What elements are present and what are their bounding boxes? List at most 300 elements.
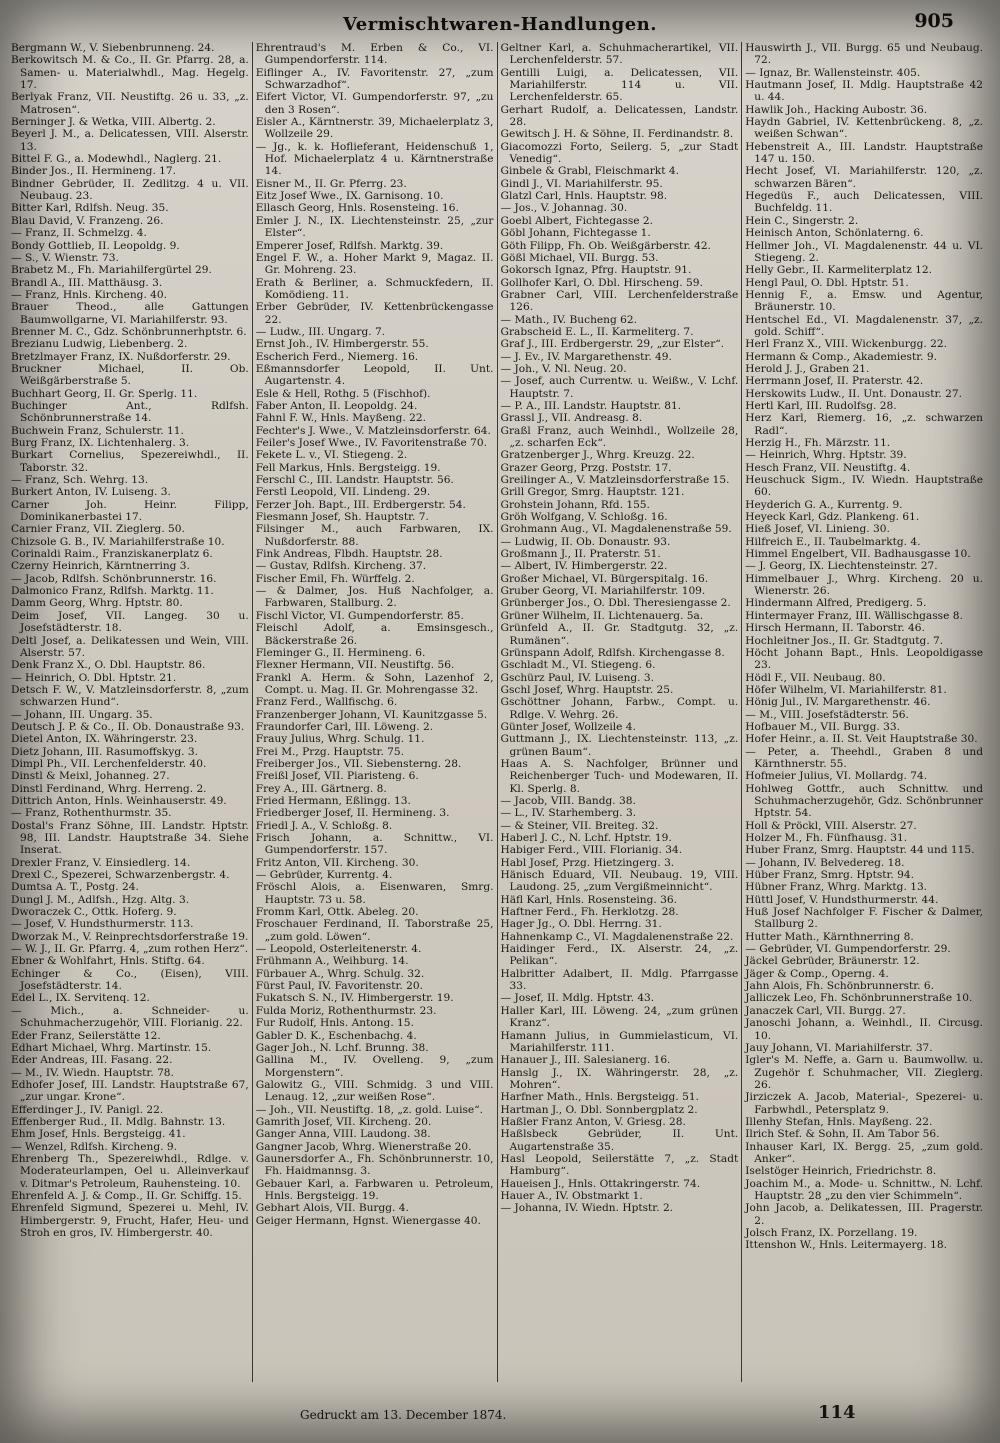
directory-entry: Greilinger A., V. Matzleinsdorferstraße 15. [500, 474, 730, 487]
directory-entry: Ehrenberg Th., Spezereiwhdl., Rdlge. v. Moderateurlampen, Oel u. Alleinverkauf v. Ditmar's Petroleum, Rauhensteing. 10. [11, 1152, 249, 1190]
directory-entry: Gabler D. K., Eschenbachg. 4. [255, 1029, 417, 1042]
directory-entry: Hönig Jul., IV. Margarethenstr. 46. [745, 696, 931, 709]
directory-entry: — W. J., II. Gr. Pfarrg. 4, „zum rothen Herz“. [11, 943, 249, 956]
directory-entry: Bondy Gottlieb, II. Leopoldg. 9. [11, 239, 180, 252]
directory-entry: Eiflinger A., IV. Favoritenstr. 27, „zum Schwarzadhof“. [255, 66, 494, 92]
directory-entry: — L., IV. Starhemberg. 3. [500, 807, 637, 820]
directory-entry: — Joh., VII. Neustiftg. 18, „z. gold. Luise“. [255, 1103, 483, 1116]
directory-entry: Hauswirth J., VII. Burgg. 65 und Neubaug. 72. [745, 42, 983, 67]
directory-entry: Bitter Karl, Rdlfsh. Neug. 35. [11, 202, 169, 215]
directory-entry: — Jacob, VIII. Bandg. 38. [500, 794, 636, 807]
directory-entry: — Josef, II. Mdlg. Hptstr. 43. [500, 992, 655, 1005]
directory-entry: Friedl J. A., V. Schloßg. 8. [255, 819, 393, 832]
directory-entry: Fromm Karl, Ottk. Abeleg. 20. [255, 906, 419, 919]
directory-entry: Dalmonico Franz, Rdlfsh. Marktg. 11. [11, 585, 214, 598]
directory-entry: Fleischl Adolf, a. Emsinsgesch., Bäckerstraße 26. [255, 622, 494, 647]
directory-entry: Hengl Paul, O. Dbl. Hptstr. 51. [745, 276, 909, 289]
directory-entry: Hänisch Eduard, VII. Neubaug. 19, VIII. Laudong. 25, „zum Vergißmeinnicht“. [500, 869, 739, 894]
directory-entry: Hamann Julius, in Gummielasticum, VI. Mariahilferstr. 111. [500, 1029, 739, 1054]
directory-entry: Hieß Josef, VI. Linieng. 30. [745, 523, 890, 536]
directory-entry: Dworaczek C., Ottk. Hoferg. 9. [11, 906, 177, 919]
directory-entry: Herskowits Ludw., II. Unt. Donaustr. 27. [745, 387, 962, 400]
directory-entry: Hein C., Singerstr. 2. [745, 214, 859, 227]
directory-entry: Dittrich Anton, Hnls. Weinhauserstr. 49. [11, 794, 227, 807]
directory-entry: Damm Georg, Whrg. Hptstr. 80. [11, 597, 183, 610]
directory-entry: Ferstl Leopold, VII. Lindeng. 29. [255, 486, 431, 499]
directory-entry: Jalliczek Leo, Fh. Schönbrunnerstraße 10. [745, 992, 973, 1005]
directory-entry: Hecht Josef, VI. Mariahilferstr. 120, „z. schwarzen Bären“. [745, 165, 983, 190]
directory-entry: Höcht Johann Bapt., Hnls. Leopoldigasse 23. [745, 646, 983, 672]
directory-entry: Ferzer Joh. Bapt., III. Erdbergerstr. 54. [255, 498, 466, 511]
directory-entry: — Wenzel, Rdlfsh. Kircheng. 9. [11, 1140, 177, 1153]
directory-entry: — & Steiner, VII. Breiteg. 32. [500, 819, 659, 832]
directory-entry: — Franz, Sch. Wehrg. 13. [11, 474, 149, 487]
directory-entry: Edhart Michael, Whrg. Martinstr. 15. [11, 1041, 212, 1054]
directory-entry: Emperer Josef, Rdlfsh. Marktg. 39. [255, 239, 444, 252]
directory-entry: Grünfeld A., II. Gr. Stadtgutg. 32, „z. Rumänen“. [500, 622, 739, 647]
directory-entry: Ernst Joh., IV. Himbergerstr. 55. [255, 338, 429, 351]
directory-entry: Czerny Heinrich, Kärntnerring 3. [11, 560, 190, 573]
directory-entry: Dworzak M., V. Reinprechtsdorferstraße 19. [11, 930, 249, 943]
directory-entry: Frühmann A., Weihburg. 14. [255, 955, 409, 968]
directory-entry: — Franz, Rothenthurmstr. 35. [11, 807, 172, 820]
directory-entry: Deltl Josef, a. Delikatessen und Wein, VIII. Alserstr. 57. [11, 634, 249, 659]
directory-entry: Grazer Georg, Przg. Poststr. 17. [500, 461, 672, 474]
directory-entry: Gruber Georg, VI. Mariahilferstr. 109. [500, 585, 706, 598]
directory-entry: Hilfreich E., II. Taubelmarktg. 4. [745, 535, 921, 548]
directory-entry: Heinisch Anton, Schönlaterng. 6. [745, 227, 924, 240]
directory-entry: — Johanna, IV. Wiedn. Hptstr. 2. [500, 1202, 674, 1215]
directory-entry: Frei M., Przg. Hauptstr. 75. [255, 745, 405, 758]
directory-entry: Effenberger Rud., II. Mdlg. Bahnstr. 13. [11, 1115, 226, 1128]
directory-entry: Iselstöger Heinrich, Friedrichstr. 8. [745, 1165, 937, 1178]
directory-entry: Günter Josef, Wollzeile 4. [500, 720, 636, 733]
directory-entry: — Johann, IV. Belvedereg. 18. [745, 856, 905, 869]
directory-entry: Dimpl Ph., VII. Lerchenfelderstr. 40. [11, 757, 207, 770]
directory-entry: John Jacob, a. Delikatessen, III. Pragerstr. 2. [745, 1202, 983, 1227]
directory-entry: — Ignaz, Br. Wallensteinstr. 405. [745, 66, 921, 79]
directory-entry: Gokorsch Ignaz, Pfrg. Hauptstr. 91. [500, 264, 692, 277]
directory-entry: Dinstl Ferdinand, Whrg. Herreng. 2. [11, 782, 207, 795]
directory-entry: — Leopold, Osterleitenerstr. 4. [255, 943, 422, 956]
directory-entry: — S., V. Wienstr. 73. [11, 251, 119, 264]
directory-entry: Häfl Karl, Hnls. Rosensteing. 36. [500, 893, 677, 906]
directory-entry: Hirsch Hermann, II. Taborstr. 46. [745, 622, 925, 635]
directory-entry: Jolsch Franz, IX. Porzellang. 19. [745, 1227, 918, 1239]
directory-entry: Hautmann Josef, II. Mdlg. Hauptstraße 42 u. 44. [745, 79, 983, 104]
directory-entry: Hertl Karl, III. Rudolfsg. 28. [745, 399, 897, 412]
directory-entry: Gangner Jacob, Whrg. Wienerstraße 20. [255, 1140, 472, 1153]
directory-entry: Fekete L. v., VI. Stiegeng. 2. [255, 449, 408, 462]
directory-entry: Frankl A. Herm. & Sohn, Lazenhof 2, Compt. u. Mag. II. Gr. Mohrengasse 32. [255, 671, 494, 696]
directory-entry: Herl Franz X., VIII. Wickenburgg. 22. [745, 338, 948, 351]
directory-entry: Franzenberger Johann, VI. Kaunitzgasse 5. [255, 708, 488, 721]
directory-entry: — M., VIII. Josefstädterstr. 56. [745, 708, 909, 721]
directory-entry: Hanslg J., IX. Währingerstr. 28, „z. Mohren“. [500, 1066, 739, 1091]
directory-entry: Emler J. N., IX. Liechtensteinstr. 25, „zur Elster“. [255, 214, 494, 240]
directory-entry: Deutsch J. P. & Co., II. Ob. Donaustraße 93. [11, 720, 245, 733]
directory-entry: Gebauer Karl, a. Farbwaren u. Petroleum, Hnls. Bergsteigg. 19. [255, 1177, 494, 1202]
directory-entry: Habl Josef, Przg. Hietzingerg. 3. [500, 856, 675, 869]
directory-entry: Fröschl Alois, a. Eisenwaren, Smrg. Hauptstr. 73 u. 58. [255, 881, 494, 906]
directory-entry: Grüner Wilhelm, II. Lichtenauerg. 5a. [500, 609, 704, 622]
directory-entry: Engel F. W., a. Hoher Markt 9, Magaz. II. Gr. Mohreng. 23. [255, 251, 494, 277]
directory-entry: Gratzenberger J., Whrg. Kreuzg. 22. [500, 449, 695, 462]
directory-entry: Freißl Josef, VII. Piaristeng. 6. [255, 770, 419, 783]
directory-entry: Janaczek Carl, VII. Burgg. 27. [745, 1004, 906, 1017]
directory-entry: — Gustav, Rdlfsh. Kircheng. 37. [255, 560, 427, 573]
directory-entry: — Heinrich, Whrg. Hptstr. 39. [745, 449, 907, 462]
directory-entry: Hegedüs F., auch Delicatessen, VIII. Buchfeldg. 11. [745, 190, 983, 215]
directory-entry: Fink Andreas, Flbdh. Hauptstr. 28. [255, 548, 443, 561]
directory-entry: Grohstein Johann, Rfd. 155. [500, 498, 650, 511]
directory-entry: Fraundorfer Carl, III. Löweng. 2. [255, 720, 434, 733]
directory-entry: Erath & Berliner, a. Schmuckfedern, II. Komödieng. 11. [255, 276, 494, 301]
directory-entry: Gewitsch J. H. & Söhne, II. Ferdinandstr. 8. [500, 128, 734, 141]
directory-entry: Hüber Franz, Smrg. Hptstr. 94. [745, 869, 914, 882]
directory-entry: Fürbauer A., Whrg. Schulg. 32. [255, 967, 425, 980]
directory-entry: Geiger Hermann, Hgnst. Wienergasse 40. [255, 1214, 481, 1227]
directory-entry: Hartman J., O. Dbl. Sonnbergplatz 2. [500, 1103, 698, 1116]
directory-entry: Corinaldi Raim., Franziskanerplatz 6. [11, 548, 213, 561]
directory-entry: — Franz, II. Schmelzg. 4. [11, 227, 147, 240]
directory-entry: Eifert Victor, VI. Gumpendorferstr. 97, „zu den 3 Rosen“. [255, 91, 494, 116]
directory-entry: Jirziczek A. Jacob, Material-, Spezerei- u. Farbwhdl., Petersplatz 9. [745, 1091, 983, 1116]
directory-entry: Grassl J., VII. Andreasg. 8. [500, 412, 643, 425]
directory-entry: Buchhart Georg, II. Gr. Sperlg. 11. [11, 387, 198, 400]
directory-entry: Ilrich Stef. & Sohn, II. Am Tabor 56. [745, 1128, 940, 1141]
page-number: 905 [914, 10, 954, 32]
directory-entry: Fulda Moriz, Rothenthurmstr. 23. [255, 1004, 437, 1017]
directory-entry: Fahnl F. W., Hnls. Mayßeng. 22. [255, 412, 426, 425]
directory-entry: Holl & Pröckl, VIII. Alserstr. 27. [745, 819, 917, 832]
directory-entry: Grohmann Aug., VI. Magdalenenstraße 59. [500, 523, 732, 536]
directory-entry: Edhofer Josef, III. Landstr. Hauptstraße 67, „zur ungar. Krone“. [11, 1078, 249, 1104]
directory-entry: Gerhart Rudolf, a. Delicatessen, Landstr. 28. [500, 103, 739, 129]
directory-entry: — Franz, Hnls. Kircheng. 40. [11, 288, 168, 301]
directory-entry: Brauer Theod., alle Gattungen Baumwollgarne, VI. Mariahilferstr. 93. [11, 301, 249, 326]
directory-entry: Grünspann Adolf, Rdlfsh. Kirchengasse 8. [500, 646, 725, 659]
directory-entry: Berkowitsch M. & Co., II. Gr. Pfarrg. 28, a. Samen- u. Materialwhdl., Mag. Hegelg. 17. [11, 54, 249, 92]
directory-entry: Haßler Franz Anton, V. Griesg. 28. [500, 1115, 686, 1128]
directory-entry: Jäckel Gebrüder, Bräunerstr. 12. [745, 955, 920, 968]
directory-entry: Hahnenkamp C., VI. Magdalenenstraße 22. [500, 930, 734, 943]
directory-entry: Dungl J. M., Adlfsh., Hzg. Altg. 3. [11, 893, 190, 906]
directory-entry: Dumtsa A. T., Postg. 24. [11, 881, 139, 894]
directory-entry: Herold J. J., Graben 21. [745, 362, 870, 375]
directory-entry: Gentilli Luigi, a. Delicatessen, VII. Mariahilferstr. 114 u. VII. Lerchenfelderstr. 65. [500, 66, 739, 104]
directory-entry: Gager Joh., N. Lchf. Brunng. 38. [255, 1041, 429, 1054]
directory-entry: Brenner M. C., Gdz. Schönbrunnerhptstr. 6. [11, 325, 247, 338]
directory-entry: — Ludwig, II. Ob. Donaustr. 93. [500, 535, 671, 548]
directory-entry: — Peter, a. Theehdl., Graben 8 und Kärnthnerstr. 55. [745, 745, 983, 770]
directory-entry: Burg Franz, IX. Lichtenhalerg. 3. [11, 437, 190, 449]
directory-entry: — J. Ev., IV. Margarethenstr. 49. [500, 350, 672, 363]
directory-entry: Herz Karl, Riemerg. 16, „z. schwarzen Radl“. [745, 412, 983, 437]
directory-entry: Heyderich G. A., Kurrentg. 9. [745, 498, 903, 511]
directory-entry: — & Dalmer, Jos. Huß Nachfolger, a. Farbwaren, Stallburg. 2. [255, 585, 494, 610]
directory-entry: Illenhy Stefan, Hnls. Mayßeng. 22. [745, 1115, 933, 1128]
directory-entry: Ellasch Georg, Hnls. Rosensteing. 16. [255, 202, 459, 215]
directory-entry: Jauy Johann, VI. Mariahilferstr. 37. [745, 1041, 933, 1054]
directory-entry: Bittel F. G., a. Modewhdl., Naglerg. 21. [11, 153, 222, 166]
directory-entry: Gallina M., IV. Ovelleng. 9, „zum Morgenstern“. [255, 1054, 494, 1079]
directory-entry: Hutter Math., Kärnthnerring 8. [745, 930, 914, 943]
directory-entry: Grabscheid E. L., II. Karmeliterg. 7. [500, 325, 694, 338]
directory-entry: Graf J., III. Erdbergerstr. 29, „zur Elster“. [500, 338, 725, 351]
directory-entry: Dietel Anton, IX. Währingerstr. 23. [11, 733, 198, 746]
directory-entry: Brabetz M., Fh. Mariahilfergürtel 29. [11, 264, 212, 277]
directory-entry: Deim Josef, VII. Langeg. 30 u. Josefstädterstr. 18. [11, 609, 249, 635]
directory-entry: Fiesmann Josef, Sh. Hauptstr. 7. [255, 511, 429, 524]
directory-entry: Glatzl Carl, Hnls. Hauptstr. 98. [500, 190, 668, 203]
directory-entry: — Jos., V. Johannag. 30. [500, 202, 628, 215]
column-4 [742, 42, 986, 1382]
directory-entry: Hauer A., IV. Obstmarkt 1. [500, 1189, 643, 1202]
directory-entry: Haas A. S. Nachfolger, Brünner und Reichenberger Tuch- und Modewaren, II. Kl. Sperlg. 8. [500, 757, 739, 795]
directory-entry: Geltner Karl, a. Schuhmacherartikel, VII. Lerchenfelderstr. 57. [500, 42, 739, 67]
directory-entry: Grünberger Jos., O. Dbl. Theresiengasse 2. [500, 597, 731, 610]
directory-entry: Guttmann J., IX. Liechtensteinstr. 113, „z. grünen Baum“. [500, 733, 739, 758]
directory-entry: Faber Anton, II. Leopoldg. 24. [255, 399, 418, 412]
directory-entry: Bindner Gebrüder, II. Zedlitzg. 4 u. VII. Neubaug. 23. [11, 177, 249, 203]
directory-entry: Hofbauer M., VII. Burgg. 33. [745, 720, 900, 733]
directory-entry: Giacomozzi Forto, Seilerg. 5, „zur Stadt Venedig“. [500, 140, 739, 166]
directory-entry: Freiberger Jos., VII. Siebensterng. 28. [255, 757, 462, 770]
sheet-number: 114 [818, 1402, 856, 1423]
directory-entry: — Mich., a. Schneider- u. Schuhmacherzugehör, VIII. Florianig. 22. [11, 1004, 249, 1030]
directory-entry: Gaunersdorfer A., Fh. Schönbrunnerstr. 10, Fh. Haidmannsg. 3. [255, 1152, 494, 1178]
column-1 [8, 42, 253, 1382]
directory-entry: Dietz Johann, III. Rasumoffskyg. 3. [11, 745, 198, 758]
directory-entry: Ehrentraud's M. Erben & Co., VI. Gumpendorferstr. 114. [255, 42, 494, 67]
directory-entry: Fell Markus, Hnls. Bergsteigg. 19. [255, 461, 441, 474]
directory-entry: Fürst Paul, IV. Favoritenstr. 20. [255, 980, 423, 993]
directory-entry: — J. Georg, IX. Liechtensteinstr. 27. [745, 560, 938, 573]
directory-entry: Frauy Julius, Whrg. Schulg. 11. [255, 733, 425, 746]
directory-entry: Jahn Alois, Fh. Schönbrunnerstr. 6. [745, 980, 935, 993]
directory-entry: Göth Filipp, Fh. Ob. Weißgärberstr. 42. [500, 239, 711, 252]
directory-entry: Haftner Ferd., Fh. Herklotzg. 28. [500, 906, 679, 919]
directory-entry: Burkart Cornelius, Spezereiwhdl., II. Taborstr. 32. [11, 449, 249, 474]
directory-entry: Gößl Michael, VII. Burgg. 53. [500, 251, 659, 264]
directory-entry: Hanauer J., III. Salesianerg. 16. [500, 1054, 671, 1067]
directory-entry: Hasl Leopold, Seilerstätte 7, „z. Stadt Hamburg“. [500, 1152, 739, 1178]
directory-entry: Drexler Franz, V. Einsiedlerg. 14. [11, 856, 191, 869]
directory-entry: Froschauer Ferdinand, II. Taborstraße 25, „zum gold. Löwen“. [255, 918, 494, 943]
directory-entry: Holzer M., Fh. Fünfhausg. 31. [745, 832, 908, 844]
directory-entry: — Josef, V. Hundsthurmerstr. 113. [11, 918, 194, 931]
directory-entry: Gindl J., VI. Mariahilferstr. 95. [500, 177, 663, 190]
directory-entry: Hindermann Alfred, Predigerg. 5. [745, 597, 927, 610]
column-3 [498, 42, 743, 1382]
directory-entry: Eisner M., II. Gr. Pferrg. 23. [255, 177, 407, 190]
directory-entry: Dostal's Franz Söhne, III. Landstr. Hptstr. 98, III. Landstr. Hauptstraße 34. Siehe Inserat. [11, 819, 249, 857]
directory-entry: Efferdinger J., IV. Panigl. 22. [11, 1103, 164, 1116]
directory-entry: — Gebrüder, VI. Gumpendorferstr. 29. [745, 943, 951, 956]
directory-entry: Gschladt M., VI. Stiegeng. 6. [500, 659, 656, 672]
directory-entry: Carner Joh. Heinr. Filipp, Dominikanerbastei 17. [11, 498, 249, 524]
directory-entry: Fritz Anton, VII. Kircheng. 30. [255, 856, 419, 869]
directory-entry: Helly Gebr., II. Karmeliterplatz 12. [745, 264, 933, 277]
directory-entry: Hellmer Joh., VI. Magdalenenstr. 44 u. VI. Stiegeng. 2. [745, 239, 983, 264]
directory-entry: Eder Franz, Seilerstätte 12. [11, 1029, 161, 1042]
directory-entry: — Gebrüder, Kurrentg. 4. [255, 869, 393, 882]
directory-entry: Ganger Anna, VIII. Laudong. 38. [255, 1128, 431, 1141]
directory-entry: Inhauser Karl, IX. Bergg. 25, „zum gold. Anker“. [745, 1140, 983, 1165]
directory-entry: Grabner Carl, VIII. Lerchenfelderstraße 126. [500, 288, 739, 314]
directory-entry: Göbl Johann, Fichtegasse 1. [500, 227, 651, 240]
directory-entry: Hüttl Josef, V. Hundsthurmerstr. 44. [745, 893, 939, 906]
directory-entry: Hawlik Joh., Hacking Aubostr. 36. [745, 103, 928, 116]
directory-entry: Berlyak Franz, VII. Neustiftg. 26 u. 33, „z. Matrosen“. [11, 91, 249, 116]
directory-entry: Jäger & Comp., Operng. 4. [745, 967, 889, 980]
directory-entry: Gamrith Josef, VII. Kircheng. 20. [255, 1115, 432, 1128]
directory-entry: Graßl Franz, auch Weinhdl., Wollzeile 28, „z. scharfen Eck“. [500, 424, 739, 449]
directory-entry: Großer Michael, VI. Bürgerspitalg. 16. [500, 572, 709, 585]
directory-entry: Fleminger G., II. Hermineng. 6. [255, 646, 426, 659]
directory-entry: Friedberger Josef, II. Hermineng. 3. [255, 807, 450, 820]
directory-entry: Höfer Wilhelm, VI. Mariahilferstr. 81. [745, 683, 947, 696]
directory-entry: — Johann, III. Ungarg. 35. [11, 708, 153, 721]
directory-entry: Ehrenfeld A. J. & Comp., II. Gr. Schiffg. 15. [11, 1189, 242, 1202]
directory-entry: Halbritter Adalbert, II. Mdlg. Pfarrgasse 33. [500, 967, 739, 993]
directory-entry: Brandl A., III. Matthäusg. 3. [11, 276, 163, 289]
directory-entry: Gröh Wolfgang, V. Schloßg. 16. [500, 511, 668, 524]
directory-entry: Feiler's Josef Wwe., IV. Favoritenstraße 70. [255, 437, 488, 449]
directory-entry: Binder Jos., II. Hermineng. 17. [11, 165, 177, 178]
directory-entry: Beyerl J. M., a. Delicatessen, VIII. Alserstr. 13. [11, 128, 249, 153]
directory-entry: Eitz Josef Wwe., IX. Garnisong. 10. [255, 190, 444, 203]
directory-entry: — Josef, auch Currentw. u. Weißw., V. Lchf. Hauptstr. 7. [500, 375, 739, 400]
directory-entry: Himmel Engelbert, VII. Badhausgasse 10. [745, 548, 971, 561]
directory-entry: Filsinger M., auch Farbwaren, IX. Nußdorferstr. 88. [255, 523, 494, 548]
directory-entry: Hennig F., a. Emsw. und Agentur, Bräunerstr. 10. [745, 288, 983, 314]
directory-entry: Habiger Ferd., VIII. Florianig. 34. [500, 844, 683, 857]
directory-entry: Fischer Emil, Fh. Würffelg. 2. [255, 572, 415, 585]
directory-entry: Gschürz Paul, IV. Luiseng. 3. [500, 671, 655, 684]
directory-entry: Buchinger Ant., Rdlfsh. Schönbrunnerstraße 14. [11, 399, 249, 425]
column-2 [253, 42, 498, 1382]
directory-entry: Bruckner Michael, II. Ob. Weißgärberstraße 5. [11, 362, 249, 388]
directory-entry: Haydn Gabriel, IV. Kettenbrückeng. 8, „z. weißen Schwan“. [745, 116, 983, 141]
directory-entry: Drexl C., Spezerei, Schwarzenbergstr. 4. [11, 869, 230, 882]
directory-entry: Gschl Josef, Whrg. Hauptstr. 25. [500, 683, 674, 696]
directory-entry: Himmelbauer J., Whrg. Kircheng. 20 u. Wienerstr. 26. [745, 572, 983, 598]
directory-entry: Eisler A., Kärntnerstr. 39, Michaelerplatz 3, Wollzeile 29. [255, 116, 494, 141]
directory-entry: Frisch Johann, a. Schnittw., VI. Gumpendorferstr. 157. [255, 832, 494, 857]
directory-entry: Ginbele & Grabl, Fleischmarkt 4. [500, 165, 679, 178]
directory-entry: Bretzlmayer Franz, IX. Nußdorferstr. 29. [11, 350, 231, 363]
directory-entry: Hochleitner Jos., II. Gr. Stadtgutg. 7. [745, 634, 944, 647]
directory-entry: — Heinrich, O. Dbl. Hptstr. 21. [11, 671, 177, 684]
directory-entry: Ehrenfeld Sigmund, Spezerei u. Mehl, IV. Himbergerstr. 9, Frucht, Hafer, Heu- und Stroh en gros, IV. Himbergerstr. 40. [11, 1202, 249, 1239]
directory-entry: — Jacob, Rdlfsh. Schönbrunnerstr. 16. [11, 572, 217, 585]
directory-entry: Erber Gebrüder, IV. Kettenbrückengasse 22. [255, 301, 494, 326]
directory-entry: Heuschuck Sigm., IV. Wiedn. Hauptstraße 60. [745, 474, 983, 499]
directory-entry: Haßlsbeck Gebrüder, II. Unt. Augartenstraße 35. [500, 1128, 739, 1153]
directory-entry: Hentschel Ed., VI. Magdalenenstr. 37, „z. gold. Schiff“. [745, 313, 983, 338]
directory-entry: Escherich Ferd., Niemerg. 16. [255, 350, 419, 363]
directory-entry: Frey A., III. Gärtnerg. 8. [255, 782, 387, 795]
directory-entry: — P. A., III. Landstr. Hauptstr. 81. [500, 399, 682, 412]
directory-entry: Ittenshon W., Hnls. Leitermayerg. 18. [745, 1239, 947, 1252]
directory-entry: Carnier Franz, VII. Zieglerg. 50. [11, 523, 185, 536]
directory-entry: Fur Rudolf, Hnls. Antong. 15. [255, 1017, 414, 1030]
directory-entry: Harfner Math., Hnls. Bergsteigg. 51. [500, 1091, 699, 1104]
directory-entry: Bergmann W., V. Siebenbrunneng. 24. [11, 42, 215, 54]
directory-entry: Berninger J. & Wetka, VIII. Albertg. 2. [11, 116, 216, 129]
directory-entry: Haueisen J., Hnls. Ottakringerstr. 74. [500, 1177, 701, 1190]
directory-entry: Heyeck Karl, Gdz. Plankeng. 61. [745, 511, 920, 524]
directory-entry: — Ludw., III. Ungarg. 7. [255, 325, 386, 338]
directory-entry: Hohlweg Gottfr., auch Schnittw. und Schuhmacherzugehör, Gdz. Schönbrunner Hptstr. 54. [745, 782, 983, 820]
directory-entry: Ferschl C., III. Landstr. Hauptstr. 56. [255, 474, 454, 487]
directory-entry: Hermann & Comp., Akademiestr. 9. [745, 350, 937, 363]
directory-entry: Fukatsch S. N., IV. Himbergerstr. 19. [255, 992, 454, 1005]
directory-entry: Großmann J., II. Praterstr. 51. [500, 548, 661, 561]
directory-entry: Haberl J. C., N. Lchf. Hptstr. 19. [500, 832, 672, 844]
directory-entry: — Math., IV. Bucheng 62. [500, 313, 637, 326]
directory-entry: Fischl Victor, VI. Gumpendorferstr. 85. [255, 609, 464, 622]
directory-entry: Buchwein Franz, Schulerstr. 11. [11, 424, 184, 437]
directory-entry: Chizsole G. B., IV. Mariahilferstraße 10. [11, 535, 225, 548]
directory-entry: Detsch F. W., V. Matzleinsdorferstr. 8, „zum schwarzen Hund“. [11, 683, 249, 709]
directory-entry: Haidinger Ferd., IX. Alserstr. 24, „z. Pelikan“. [500, 943, 739, 968]
directory-entry: Herrmann Josef, II. Praterstr. 42. [745, 375, 924, 388]
directory-entry: Ebner & Wohlfahrt, Hnls. Stiftg. 64. [11, 955, 205, 968]
directory-entry: Fechter's J. Wwe., V. Matzleinsdorferstr. 64. [255, 424, 491, 437]
directory-entry: Eder Andreas, III. Fasang. 22. [11, 1054, 173, 1067]
directory-entry: Joachim M., a. Mode- u. Schnittw., N. Lchf. Hauptstr. 28 „zu den vier Schimmeln“. [745, 1177, 983, 1202]
directory-entry: Denk Franz X., O. Dbl. Hauptstr. 86. [11, 659, 206, 672]
directory-entry: Hager Jg., O. Dbl. Herrng. 31. [500, 918, 662, 931]
directory-entry: Herzig H., Fh. Märzstr. 11. [745, 437, 891, 449]
directory-entry: Flexner Hermann, VII. Neustiftg. 56. [255, 659, 455, 672]
directory-entry: Haller Karl, III. Löweng. 24, „zum grünen Kranz“. [500, 1004, 739, 1030]
directory-entry: Hebenstreit A., III. Landstr. Hauptstraße 147 u. 150. [745, 140, 983, 166]
directory-entry: Goebl Albert, Fichtegasse 2. [500, 214, 654, 227]
page-title: Vermischtwaren-Handlungen. [342, 14, 658, 35]
directory-entry: — Jg., k. k. Hoflieferant, Heidenschuß 1, Hof. Michaelerplatz 4 u. Kärntnerstraße 14. [255, 140, 494, 178]
directory-entry: Igler's M. Neffe, a. Garn u. Baumwollw. u. Zugehör f. Schuhmacher, VII. Zieglerg. 26. [745, 1054, 983, 1091]
directory-entry: — Albert, IV. Himbergerstr. 22. [500, 560, 668, 573]
directory-entry: Hofer Heinr., a. II. St. Veit Hauptstraße 30. [745, 733, 978, 746]
directory-columns [8, 42, 986, 1382]
directory-entry: Blau David, V. Franzeng. 26. [11, 214, 164, 227]
directory-entry: Eßmannsdorfer Leopold, II. Unt. Augartenstr. 4. [255, 362, 494, 388]
directory-entry: Hofmeier Julius, VI. Mollardg. 74. [745, 770, 928, 783]
directory-entry: Esle & Hell, Rothg. 5 (Fischhof). [255, 387, 431, 400]
directory-entry: Brezianu Ludwig, Liebenberg. 2. [11, 338, 188, 351]
directory-entry: — Joh., V. Nl. Neug. 20. [500, 362, 627, 375]
directory-entry: Fried Hermann, Eßlingg. 13. [255, 794, 411, 807]
directory-entry: Janoschi Johann, a. Weinhdl., II. Circusg. 10. [745, 1017, 983, 1042]
directory-entry: Galowitz G., VIII. Schmidg. 3 und VIII. Lenaug. 12, „zur weißen Rose“. [255, 1078, 494, 1104]
directory-entry: Edel L., IX. Servitenq. 12. [11, 992, 150, 1005]
print-date: Gedruckt am 13. December 1874. [300, 1408, 507, 1422]
directory-entry: Grill Gregor, Smrg. Hauptstr. 121. [500, 486, 685, 499]
directory-entry: Hesch Franz, VII. Neustiftg. 4. [745, 461, 911, 474]
directory-entry: Ehm Josef, Hnls. Bergsteigg. 41. [11, 1128, 186, 1141]
directory-entry: Gollhofer Karl, O. Dbl. Hirscheng. 59. [500, 276, 703, 289]
directory-entry: Hödl F., VII. Neubaug. 80. [745, 671, 886, 684]
directory-entry: Gschöttner Johann, Farbw., Compt. u. Rdlge. V. Wehrg. 26. [500, 696, 739, 721]
directory-entry: — M., IV. Wiedn. Hauptstr. 78. [11, 1066, 174, 1079]
directory-entry: Burkert Anton, IV. Luiseng. 3. [11, 486, 171, 499]
directory-entry: Huber Franz, Smrg. Hauptstr. 44 und 115. [745, 844, 975, 857]
directory-entry: Gebhart Alois, VII. Burgg. 4. [255, 1202, 409, 1215]
